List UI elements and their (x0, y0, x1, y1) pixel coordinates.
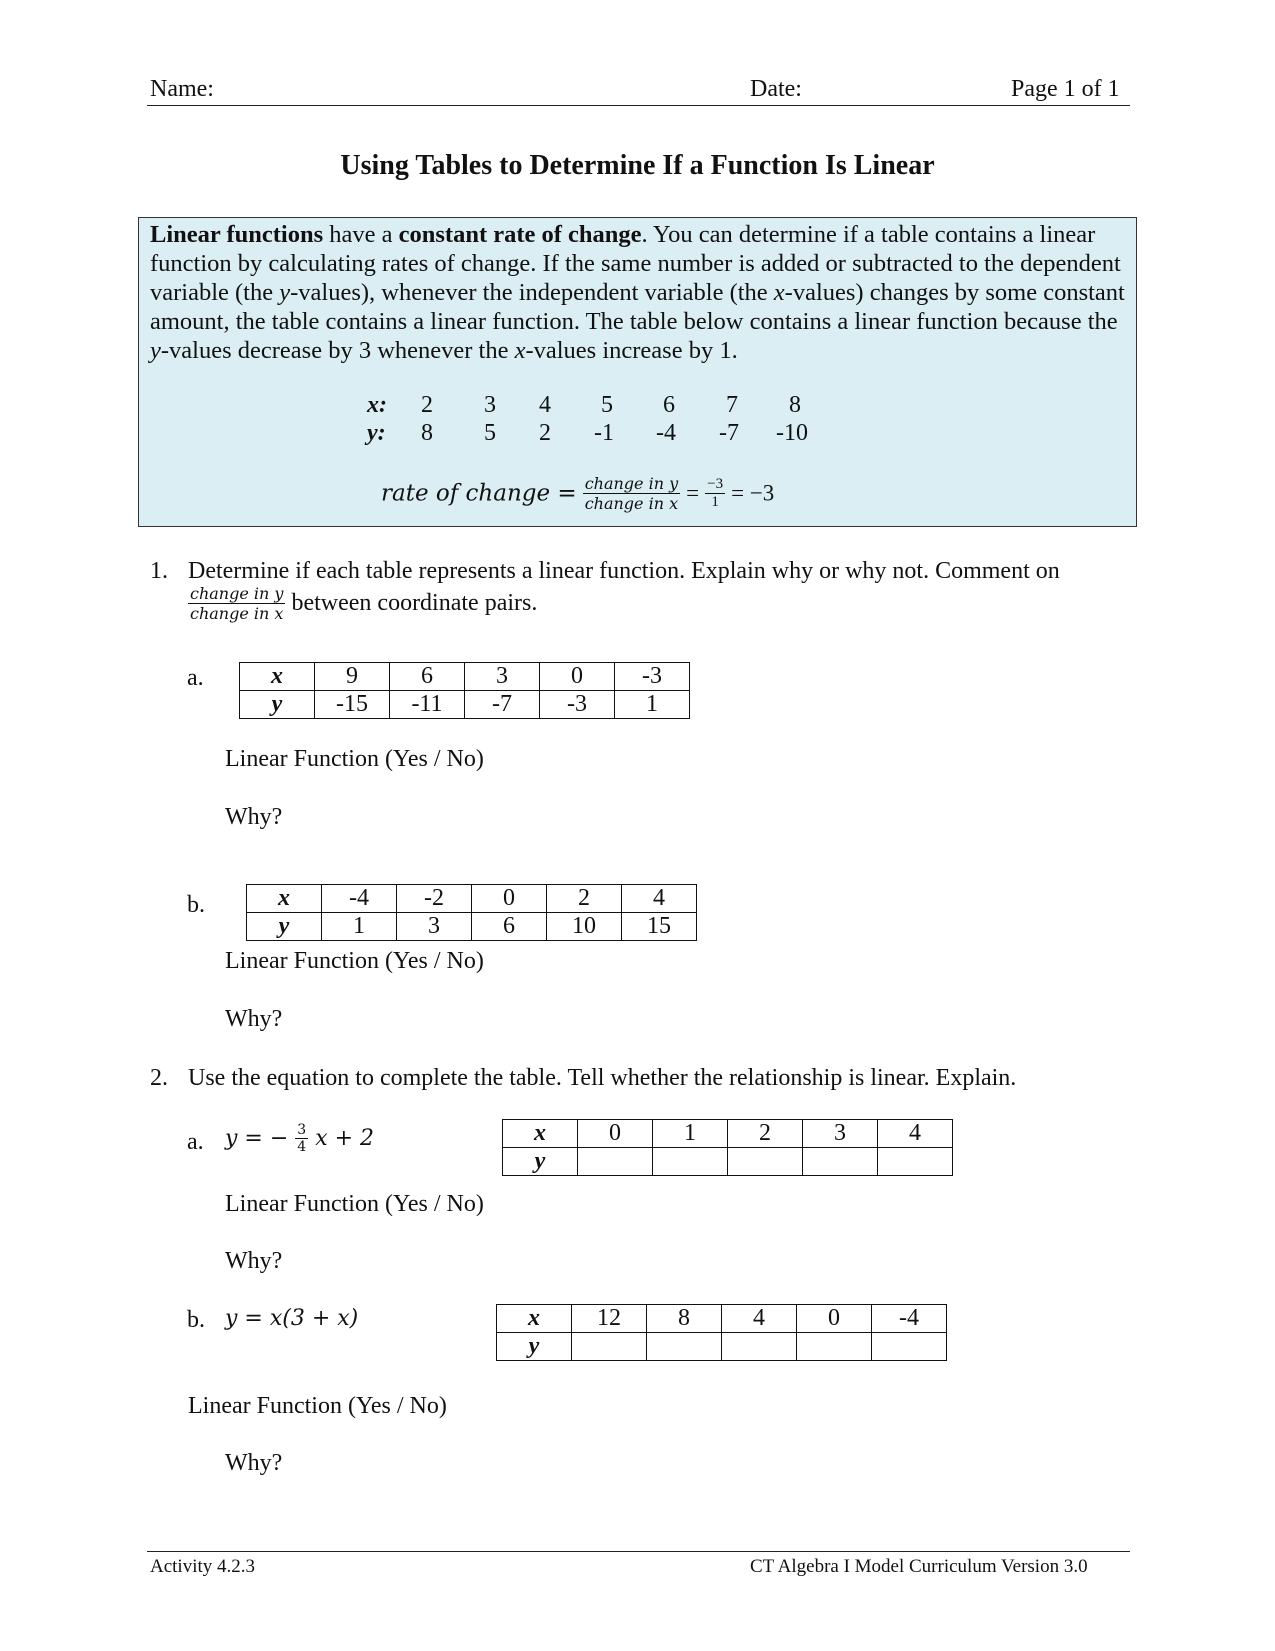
table-row (503, 1120, 953, 1148)
q2a-equation (225, 1122, 374, 1155)
table-row (247, 885, 697, 913)
answer-cell[interactable] (728, 1148, 803, 1176)
intro-box (138, 217, 1137, 527)
answer-cell[interactable] (797, 1333, 872, 1361)
table-cell-y-label: y (497, 1333, 572, 1361)
table-cell: 1 (653, 1120, 728, 1148)
table-cell-x-label: x (503, 1120, 578, 1148)
table-cell-x-label: x (497, 1305, 572, 1333)
rate-value-fraction (705, 476, 725, 511)
q1b-linear-label: Linear Function (Yes / No) (225, 948, 484, 974)
table-cell: -2 (397, 885, 472, 913)
q1-number: 1. (150, 558, 168, 584)
table-cell: -4 (872, 1305, 947, 1333)
example-x-value: 3 (484, 392, 496, 418)
q1-fraction-denominator: change in x (190, 604, 284, 623)
table-cell: 12 (572, 1305, 647, 1333)
intro-x-var: x (773, 279, 785, 306)
answer-cell[interactable] (647, 1333, 722, 1361)
table-cell: 1 (322, 913, 397, 941)
example-x-label: x: (367, 392, 387, 418)
rate-fraction-numerator: change in y (584, 474, 679, 493)
q2a-table (502, 1119, 953, 1176)
answer-cell[interactable] (722, 1333, 797, 1361)
q2-number: 2. (150, 1065, 168, 1091)
rate-fraction-denominator: change in x (584, 494, 679, 513)
rate-of-change-formula (381, 474, 774, 513)
example-y-value: -1 (594, 420, 614, 446)
table-cell: 9 (315, 663, 390, 691)
example-y-value: -4 (656, 420, 676, 446)
example-y-value: 8 (421, 420, 433, 446)
example-x-value: 2 (421, 392, 433, 418)
intro-text (150, 220, 1130, 365)
intro-fragment: . You can determine if a table contains a linear function by calculating rates of change. If the same number is added or subtracted to the dependent variable (the (150, 221, 1121, 306)
q1-fraction (188, 584, 285, 623)
q2b-linear-label: Linear Function (Yes / No) (188, 1393, 447, 1419)
q2a-linear-label: Linear Function (Yes / No) (225, 1191, 484, 1217)
table-cell: 3 (397, 913, 472, 941)
intro-term-constant-rate: constant rate of change (398, 221, 642, 248)
q2a-eq-fraction (295, 1122, 308, 1155)
example-y-value: -7 (719, 420, 739, 446)
rate-fraction (583, 474, 680, 513)
table-cell-y-label: y (247, 913, 322, 941)
answer-cell[interactable] (872, 1333, 947, 1361)
table-cell: 2 (728, 1120, 803, 1148)
table-cell-x-label: x (240, 663, 315, 691)
q1a-why-label: Why? (225, 804, 283, 830)
example-y-value: 5 (484, 420, 496, 446)
table-row (503, 1148, 953, 1176)
table-cell: 6 (472, 913, 547, 941)
table-row (497, 1305, 947, 1333)
page-title: Using Tables to Determine If a Function Is Linear (340, 150, 935, 181)
footer-rule (147, 1551, 1130, 1552)
intro-x-var: x (514, 337, 526, 364)
rate-result: = −3 (731, 480, 775, 506)
q1b-letter: b. (187, 892, 205, 918)
table-cell: -4 (322, 885, 397, 913)
intro-fragment: -values) changes by some constant amount, the table contains a linear function. The table below contains a linear function because the (150, 279, 1125, 335)
table-cell: -3 (540, 691, 615, 719)
example-x-value: 8 (789, 392, 801, 418)
q1a-linear-label: Linear Function (Yes / No) (225, 746, 484, 772)
intro-y-var: y (150, 337, 161, 364)
header-rule (147, 105, 1130, 106)
q1a-table (239, 662, 690, 719)
q1b-why-label: Why? (225, 1006, 283, 1032)
rate-value-denominator: 1 (711, 494, 719, 510)
table-cell: 0 (797, 1305, 872, 1333)
intro-fragment: -values), whenever the independent variable (the (290, 279, 774, 306)
table-cell: -7 (465, 691, 540, 719)
q1-prompt-tail: between coordinate pairs. (291, 590, 538, 616)
table-cell: 3 (465, 663, 540, 691)
answer-cell[interactable] (803, 1148, 878, 1176)
q2a-eq-numerator: 3 (297, 1122, 307, 1138)
example-x-value: 4 (539, 392, 551, 418)
page-label: Page 1 of 1 (1011, 76, 1120, 102)
table-cell: 4 (878, 1120, 953, 1148)
table-cell: 15 (622, 913, 697, 941)
answer-cell[interactable] (578, 1148, 653, 1176)
table-cell: 0 (540, 663, 615, 691)
table-cell: 6 (390, 663, 465, 691)
intro-y-var: y (279, 279, 291, 306)
answer-cell[interactable] (653, 1148, 728, 1176)
q2a-why-label: Why? (225, 1248, 283, 1274)
table-cell: 4 (722, 1305, 797, 1333)
equals-sign: = (686, 480, 700, 506)
q1-prompt: Determine if each table represents a linear function. Explain why or why not. Comment on (188, 558, 1060, 584)
table-row (247, 913, 697, 941)
rate-value-numerator: −3 (707, 476, 724, 492)
q2b-table (496, 1304, 947, 1361)
intro-fragment: -values decrease by 3 whenever the (160, 337, 515, 364)
q2-prompt: Use the equation to complete the table. Tell whether the relationship is linear. Explain. (188, 1065, 1017, 1091)
answer-cell[interactable] (572, 1333, 647, 1361)
q1b-table (246, 884, 697, 941)
example-y-label: y: (367, 420, 386, 446)
name-label: Name: (150, 76, 214, 102)
table-cell-y-label: y (503, 1148, 578, 1176)
table-row (497, 1333, 947, 1361)
table-cell: -3 (615, 663, 690, 691)
answer-cell[interactable] (878, 1148, 953, 1176)
table-row (240, 691, 690, 719)
rate-label: rate of change = (381, 480, 577, 507)
q2b-equation: y = x(3 + x) (225, 1306, 359, 1331)
example-y-value: -10 (776, 420, 808, 446)
table-cell: 1 (615, 691, 690, 719)
table-cell: 10 (547, 913, 622, 941)
intro-fragment: -values increase by 1. (525, 337, 738, 364)
q2a-eq-denominator: 4 (297, 1139, 307, 1155)
q1-fraction-numerator: change in y (190, 584, 284, 603)
q2a-letter: a. (187, 1129, 204, 1155)
table-cell: 2 (547, 885, 622, 913)
example-x-value: 5 (601, 392, 613, 418)
table-cell: 8 (647, 1305, 722, 1333)
q2a-eq-start: y = − (225, 1126, 289, 1151)
example-x-value: 7 (726, 392, 738, 418)
footer-right: CT Algebra I Model Curriculum Version 3.0 (750, 1556, 1088, 1577)
q2b-why-label: Why? (225, 1450, 283, 1476)
date-label: Date: (750, 76, 802, 102)
table-cell: 3 (803, 1120, 878, 1148)
q1a-letter: a. (187, 665, 204, 691)
q2a-eq-end: x + 2 (315, 1126, 375, 1151)
table-cell: 0 (578, 1120, 653, 1148)
table-cell: -15 (315, 691, 390, 719)
intro-fragment: have a (323, 221, 399, 248)
table-cell-y-label: y (240, 691, 315, 719)
table-cell-x-label: x (247, 885, 322, 913)
q1-fraction-line (188, 584, 537, 623)
table-cell: 4 (622, 885, 697, 913)
q2b-letter: b. (187, 1307, 205, 1333)
example-x-value: 6 (663, 392, 675, 418)
example-y-value: 2 (539, 420, 551, 446)
table-row (240, 663, 690, 691)
intro-term-linear-functions: Linear functions (150, 221, 324, 248)
table-cell: 0 (472, 885, 547, 913)
table-cell: -11 (390, 691, 465, 719)
footer-left: Activity 4.2.3 (150, 1556, 256, 1577)
